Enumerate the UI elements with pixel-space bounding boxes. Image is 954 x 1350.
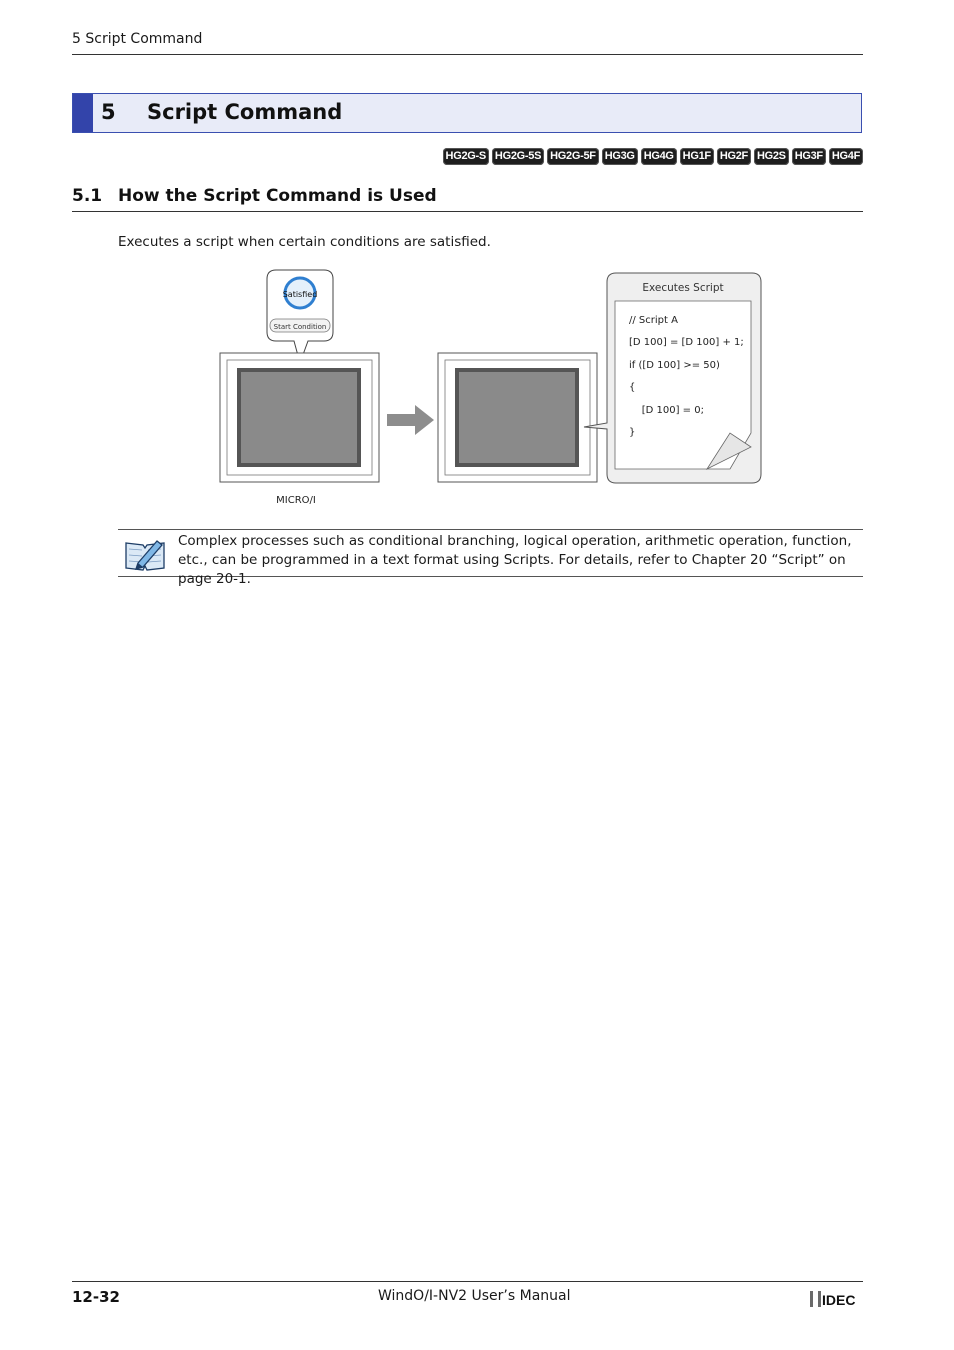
device-label: MICRO/I	[276, 495, 316, 506]
header-rule	[72, 54, 863, 55]
script-line: [D 100] = 0;	[629, 405, 704, 416]
script-line: // Script A	[629, 315, 678, 326]
section-title: How the Script Command is Used	[118, 186, 437, 206]
script-line: if ([D 100] >= 50)	[629, 360, 720, 371]
balloon-status-label: Satisfied	[282, 290, 318, 299]
condition-balloon	[267, 270, 333, 363]
note-text: Complex processes such as conditional branching, logical operation, arithmetic operation, function, etc., can be programmed in a text format using Scripts. For details, refer to Chapter 20 “Script” on page 20-1.	[178, 533, 852, 587]
model-badges	[443, 148, 863, 165]
brand-logo	[808, 1290, 864, 1308]
manual-title: WindO/I-NV2 User’s Manual	[378, 1288, 571, 1304]
model-badge: HG2G-5F	[547, 148, 599, 165]
pencil-note-icon	[124, 535, 166, 571]
model-badge: HG2G-S	[443, 148, 489, 165]
start-condition-label: Start Condition	[273, 323, 327, 331]
model-badge: HG2S	[754, 148, 789, 165]
script-line: }	[629, 427, 636, 438]
script-line: {	[629, 382, 636, 393]
intro-text: Executes a script when certain conditions are satisfied.	[118, 234, 491, 250]
model-badge: HG2G-5S	[492, 148, 544, 165]
script-line: [D 100] = [D 100] + 1;	[629, 337, 744, 348]
chapter-number: 5	[101, 100, 116, 124]
chapter-title: Script Command	[147, 100, 343, 124]
model-badge: HG1F	[680, 148, 714, 165]
footer-rule	[72, 1281, 863, 1282]
note-box	[118, 529, 863, 587]
chapter-banner	[72, 93, 862, 133]
arrow-right-icon	[387, 405, 434, 435]
brand-name: IDEC	[822, 1292, 856, 1308]
model-badge: HG4G	[641, 148, 677, 165]
micro-i-device-left	[220, 353, 379, 482]
section-number: 5.1	[72, 186, 103, 206]
micro-i-device-right	[438, 353, 597, 482]
script-panel-title: Executes Script	[642, 282, 724, 294]
script-diagram	[210, 265, 770, 515]
page-number: 12-32	[72, 1288, 120, 1306]
model-badge: HG3F	[792, 148, 826, 165]
section-heading	[72, 186, 863, 206]
model-badge: HG2F	[717, 148, 751, 165]
running-header: 5 Script Command	[72, 31, 203, 47]
model-badge: HG3G	[602, 148, 638, 165]
section-rule	[72, 211, 863, 212]
model-badge: HG4F	[829, 148, 863, 165]
script-panel	[584, 273, 761, 483]
chapter-accent-bar	[73, 94, 93, 132]
